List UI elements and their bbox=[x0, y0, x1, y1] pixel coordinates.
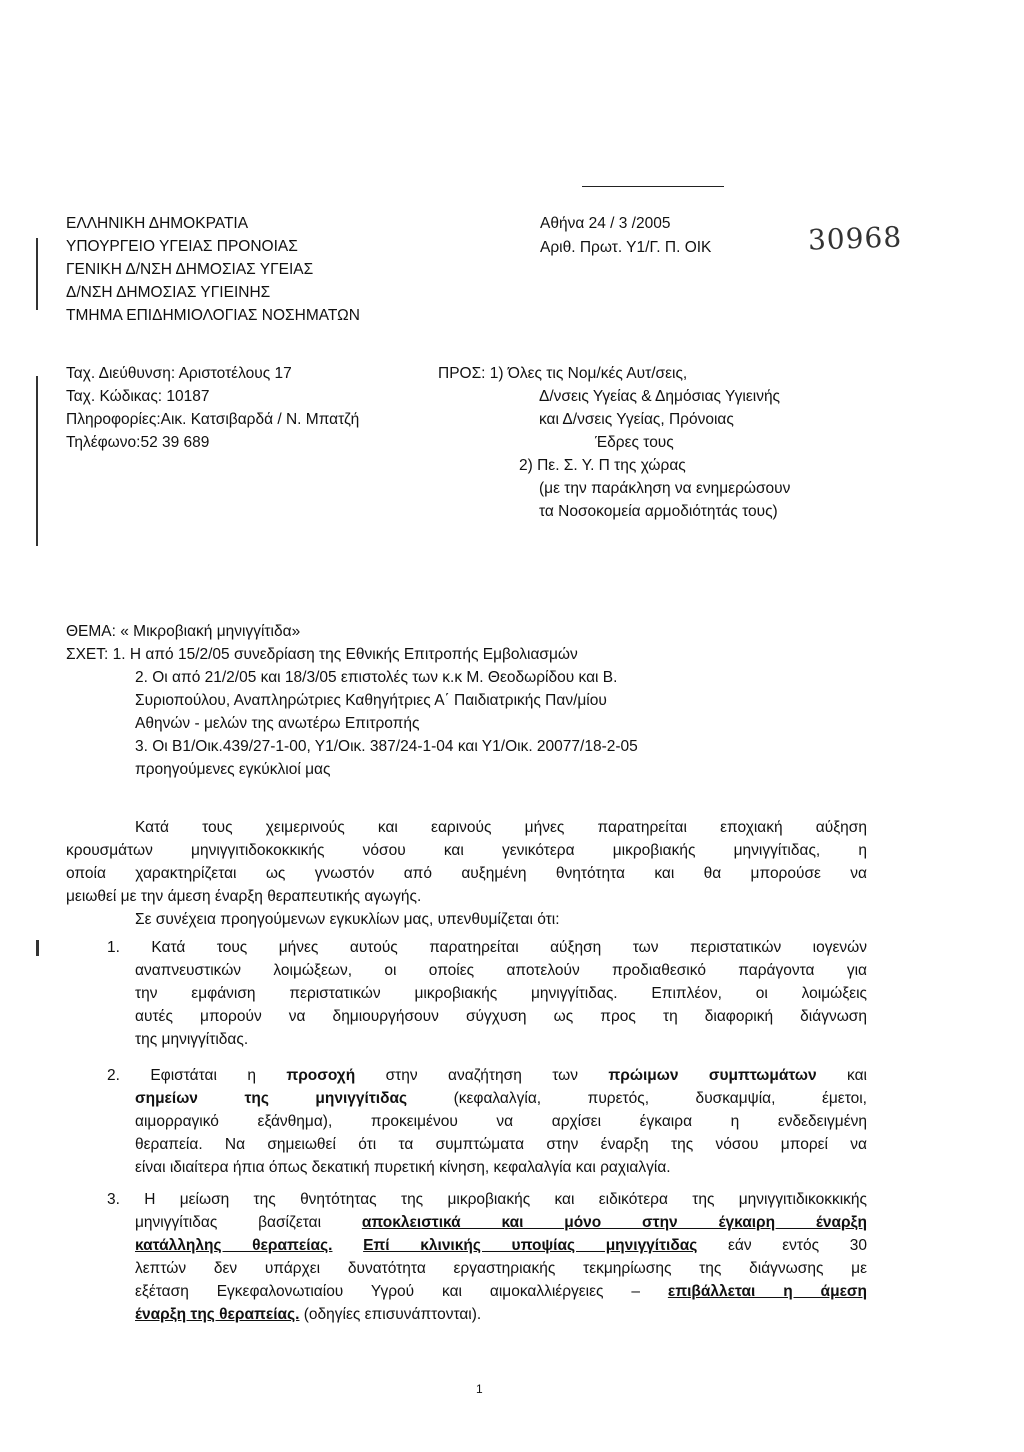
text-run: (οδηγίες επισυνάπτονται). bbox=[299, 1306, 482, 1323]
header-line: ΓΕΝΙΚΗ Δ/ΝΣΗ ΔΗΜΟΣΙΑΣ ΥΓΕΙΑΣ bbox=[66, 261, 314, 278]
recipient-line: τα Νοσοκομεία αρμοδιότητάς τους) bbox=[539, 503, 778, 520]
paragraph-line: 3. Η μείωση της θνητότητας της μικροβιακής και ειδικότερα της μηνιγγιτιδικοκκικής bbox=[107, 1191, 867, 1208]
paragraph-line: Σε συνέχεια προηγούμενων εγκυκλίων μας, υπενθυμίζεται ότι: bbox=[135, 911, 560, 928]
text-run: Εφιστάται η bbox=[150, 1067, 287, 1084]
text-run: στην αναζήτηση των bbox=[355, 1067, 609, 1084]
paragraph-line: οποία χαρακτηρίζεται ως γνωστόν από αυξημένη θνητότητα και θα μπορούσε να bbox=[66, 865, 867, 882]
reference-line: 2. Οι από 21/2/05 και 18/3/05 επιστολές των κ.κ Μ. Θεοδωρίδου και Β. bbox=[135, 669, 618, 686]
text-run: μηνιγγίτιδας βασίζεται bbox=[135, 1214, 362, 1231]
paragraph-line: της μηνιγγίτιδας. bbox=[135, 1031, 249, 1048]
paragraph-line bbox=[135, 1236, 867, 1256]
list-number: 2. bbox=[107, 1067, 120, 1084]
recipient-line: 2) Πε. Σ. Υ. Π της χώρας bbox=[519, 457, 686, 474]
underlined-emphasis: έναρξη της θεραπείας. bbox=[135, 1306, 300, 1323]
paragraph-line: μειωθεί με την άμεση έναρξη θεραπευτικής αγωγής. bbox=[66, 888, 422, 905]
header-line: ΥΠΟΥΡΓΕΙΟ ΥΓΕΙΑΣ ΠΡΟΝΟΙΑΣ bbox=[66, 238, 298, 255]
paragraph-line: αυτές μπορούν να δημιουργήσουν σύγχυση ως προς τη διαφορική διάγνωση bbox=[135, 1008, 867, 1025]
paragraph-line: 1. Κατά τους μήνες αυτούς παρατηρείται αύξηση των περιστατικών ιογενών bbox=[107, 939, 867, 956]
contact-line: Τηλέφωνο:52 39 689 bbox=[66, 434, 210, 451]
paragraph-line: την εμφάνιση περιστατικών μικροβιακής μηνιγγίτιδας. Επιπλέον, οι λοιμώξεις bbox=[135, 985, 867, 1002]
reference-line: προηγούμενες εγκύκλιοί μας bbox=[135, 761, 331, 778]
handwritten-number: 30968 bbox=[807, 220, 903, 257]
paragraph-line bbox=[107, 1066, 867, 1086]
underlined-emphasis: αποκλειστικά και μόνο στην έγκαιρη έναρξη bbox=[361, 1214, 867, 1231]
emphasis: προσοχή bbox=[286, 1067, 356, 1084]
paragraph-line bbox=[135, 1282, 867, 1302]
header-line: Δ/ΝΣΗ ΔΗΜΟΣΙΑΣ ΥΓΙΕΙΝΗΣ bbox=[66, 284, 271, 301]
contact-line: Πληροφορίες:Αικ. Κατσιβαρδά / Ν. Μπατζή bbox=[66, 411, 360, 428]
underlined-emphasis: επιβάλλεται η άμεση bbox=[667, 1283, 867, 1300]
reference-line: ΣΧΕΤ: 1. Η από 15/2/05 συνεδρίαση της Εθνικής Επιτροπής Εμβολιασμών bbox=[66, 646, 578, 663]
subject-line: ΘΕΜΑ: « Μικροβιακή μηνιγγίτιδα» bbox=[66, 623, 301, 640]
paragraph-line bbox=[135, 1089, 867, 1109]
reference-line: 3. Οι Β1/Οικ.439/27-1-00, Υ1/Οικ. 387/24-1-04 και Υ1/Οικ. 20077/18-2-05 bbox=[135, 738, 638, 755]
text-run: εάν εντός 30 bbox=[697, 1237, 867, 1254]
underlined-emphasis: Επί κλινικής υποψίας μηνιγγίτιδας bbox=[363, 1237, 698, 1254]
recipient-line: ΠΡΟΣ: 1) Όλες τις Νομ/κές Αυτ/σεις, bbox=[438, 365, 688, 382]
paragraph-line: αναπνευστικών λοιμώξεων, οι οποίες αποτελούν προδιαθεσικό παράγοντα για bbox=[135, 962, 867, 979]
document-date: Αθήνα 24 / 3 /2005 bbox=[540, 215, 671, 232]
underlined-emphasis: κατάλληλης θεραπείας. bbox=[135, 1237, 333, 1254]
paragraph-line: κρουσμάτων μηνιγγιτιδοκοκκικής νόσου και γενικότερα μικροβιακής μηνιγγίτιδας, η bbox=[66, 842, 867, 859]
paragraph-line: είναι ιδιαίτερα ήπια όπως δεκατική πυρετική κίνηση, κεφαλαλγία και ραχιαλγία. bbox=[135, 1159, 671, 1176]
paragraph-line: Κατά τους χειμερινούς και εαρινούς μήνες παρατηρείται εποχιακή αύξηση bbox=[135, 819, 867, 836]
recipient-line: και Δ/νσεις Υγείας, Πρόνοιας bbox=[539, 411, 734, 428]
text-run: εξέταση Εγκεφαλονωτιαίου Υγρού και αιμοκαλλιέργειες – bbox=[135, 1283, 668, 1300]
emphasis: πρώιμων συμπτωμάτων bbox=[608, 1067, 817, 1084]
margin-bar-top bbox=[36, 238, 38, 310]
reference-line: Συριοπούλου, Αναπληρώτριες Καθηγήτριες Α΄ Παιδιατρικής Παν/μίου bbox=[135, 692, 607, 709]
text-run: (κεφαλαλγία, πυρετός, δυσκαμψία, έμετοι, bbox=[407, 1090, 867, 1107]
header-line: ΕΛΛΗΝΙΚΗ ΔΗΜΟΚΡΑΤΙΑ bbox=[66, 215, 249, 232]
page-number: 1 bbox=[476, 1382, 483, 1396]
paragraph-line bbox=[135, 1213, 867, 1233]
paragraph-line: αιμορραγικό εξάνθημα), προκειμένου να αρχίσει έγκαιρα η ενδεδειγμένη bbox=[135, 1113, 867, 1130]
top-rule bbox=[582, 186, 724, 187]
text-run: και bbox=[816, 1067, 867, 1084]
header-line: ΤΜΗΜΑ ΕΠΙΔΗΜΙΟΛΟΓΙΑΣ ΝΟΣΗΜΑΤΩΝ bbox=[66, 307, 360, 324]
recipient-line: (με την παράκληση να ενημερώσουν bbox=[539, 480, 791, 497]
margin-bar-middle bbox=[36, 376, 38, 546]
protocol-number: Αριθ. Πρωτ. Υ1/Γ. Π. ΟΙΚ bbox=[540, 239, 712, 256]
paragraph-line bbox=[135, 1305, 481, 1325]
reference-line: Αθηνών - μελών της ανωτέρω Επιτροπής bbox=[135, 715, 420, 732]
paragraph-line: λεπτών δεν υπάρχει δυνατότητα εργαστηριακής τεκμηρίωσης της διάγνωσης με bbox=[135, 1260, 867, 1277]
contact-line: Ταχ. Διεύθυνση: Αριστοτέλους 17 bbox=[66, 365, 292, 382]
paragraph-line: θεραπεία. Να σημειωθεί ότι τα συμπτώματα στην έναρξη της νόσου μπορεί να bbox=[135, 1136, 867, 1153]
recipient-line: Δ/νσεις Υγείας & Δημόσιας Υγιεινής bbox=[539, 388, 781, 405]
recipient-line: Έδρες τους bbox=[595, 434, 674, 451]
margin-mark bbox=[36, 940, 39, 956]
emphasis: σημείων της μηνιγγίτιδας bbox=[135, 1090, 408, 1107]
contact-line: Ταχ. Κώδικας: 10187 bbox=[66, 388, 210, 405]
